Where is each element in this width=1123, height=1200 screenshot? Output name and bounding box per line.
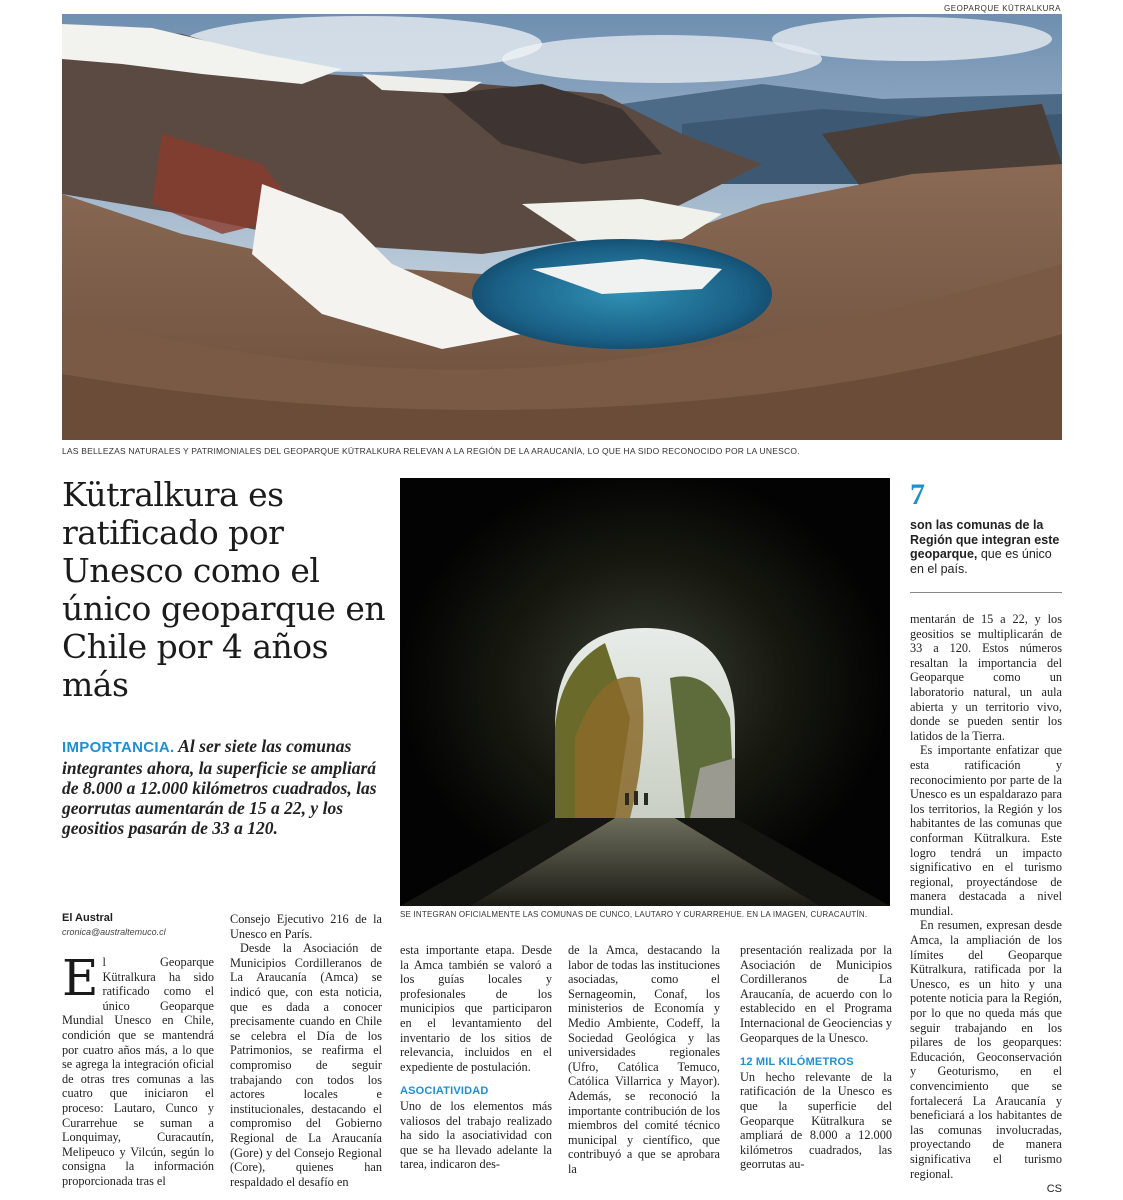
dropcap: E [62, 949, 99, 1007]
crater-lake-illustration [62, 14, 1062, 440]
stat-description [910, 518, 1062, 576]
stat-divider [910, 592, 1062, 593]
body-column-right [910, 612, 1062, 1197]
subheading-asociatividad: ASOCIATIVIDAD [400, 1085, 489, 1098]
body-paragraph: Uno de los elementos más valiosos del trabajo realizado ha sido la asociatividad con que se ha llevado adelante la tarea, indicaron des- [400, 1098, 552, 1172]
body-text: l Geoparque Kütralkura ha sido ratificado como el único Geoparque Mundial Unesco en Chile, condición que se mantendrá por cuatro años más, a lo que se agrega la integración oficial de otras tres comunas a las cuatro que iniciaron el proceso: Lautaro, Cunco y Curarrehue se suman a Lonquimay, Curacautín, Melipeuco y Vilcún, según lo consigna la información proporcionada tras el [62, 955, 214, 1188]
stat-number: 7 [910, 478, 925, 511]
tunnel-photo [400, 478, 890, 906]
body-paragraph [62, 949, 214, 1189]
photo-credit: GEOPARQUE KÜTRALKURA [944, 4, 1061, 13]
lead-kicker: IMPORTANCIA. [62, 739, 175, 756]
top-photo-caption: LAS BELLEZAS NATURALES Y PATRIMONIALES DEL GEOPARQUE KÜTRALKURA RELEVAN A LA REGIÓN DE LA ARAUCANÍA, LO QUE HA SIDO RECONOCIDO POR LA UNESCO. [62, 446, 800, 456]
lead-text: Al ser siete las comunas integrantes ahora, la superficie se ampliará de 8.000 a 12.000 kilómetros cuadrados, las georrutas aumentarán de 15 a 22, y los geositios pasarán de 33 a 120. [62, 736, 377, 838]
body-paragraph: mentarán de 15 a 22, y los geositios se multiplicarán de 33 a 120. Estos números resaltan la importancia del Geoparque como un laboratorio natural, un aula abierta y un territorio vivo, donde se pueden sentir los latidos de la Tierra. [910, 612, 1062, 743]
article-lead [62, 736, 392, 838]
tunnel-illustration [400, 478, 890, 906]
crater-lake-photo [62, 14, 1062, 440]
body-paragraph: presentación realizada por la Asociación de Municipios Cordilleranos de La Araucanía, de acuerdo con lo establecido en el Programa Internacional de Geociencias y Geoparques de la Unesco. [740, 943, 892, 1045]
byline-author: El Austral [62, 912, 113, 924]
stat-bold-text: son las comunas de la Región que integran este geoparque, [910, 518, 1060, 561]
subheading-12-mil-kilometros: 12 MIL KILÓMETROS [740, 1056, 854, 1069]
body-paragraph: de la Amca, destacando la labor de todas las instituciones asociadas, como el Sernageomin, Conaf, los ministerios de Economía y Medio Ambiente, Codeff, la Sociedad Geológica y las universidades regionales (Ufro, Católica Temuco, Católica Villarrica y Mayor). Además, se reconoció la importante contribución de los miembros del comité técnico municipal y científico, que contribuyó a que se aprobara la [568, 943, 720, 1176]
end-mark: CS [1046, 1183, 1062, 1196]
stat-text: que es único en el país. [910, 547, 1052, 576]
body-paragraph: En resumen, expresan desde Amca, la ampliación de los límites del Geoparque Kütralkura, ratificada por la Unesco, es un hito y una potente noticia para la Región, por lo que no queda más que seguir trabajando en los pilares de los geoparques: Educación, Geoconservación y Geoturismo, en el convencimiento que se fortalecerá La Araucanía y beneficiará a los habitantes de las comunas involucradas, proyectando de manera significativa el turismo regional. [910, 918, 1062, 1181]
body-column-4 [568, 943, 720, 1177]
body-paragraph: Desde la Asociación de Municipios Cordilleranos de La Araucanía (Amca) se indicó que, con esta noticia, que es dada a conocer precisamente cuando en Chile se celebra el Día de los Patrimonios, se reafirma el compromiso de seguir trabajando con todos los actores locales e institucionales, destacando el compromiso del Gobierno Regional de La Araucanía (Gore) y del Consejo Regional (Core), quienes han respaldado el desafío en [230, 941, 382, 1189]
article-headline: Kütralkura es ratificado por Unesco como el único geoparque en Chile por 4 años más [62, 475, 386, 704]
tunnel-photo-caption: SE INTEGRAN OFICIALMENTE LAS COMUNAS DE CUNCO, LAUTARO Y CURARREHUE. EN LA IMAGEN, CURACAUTÍN. [400, 910, 868, 919]
body-column-1 [62, 949, 214, 1189]
byline-email[interactable]: cronica@australtemuco.cl [62, 927, 166, 937]
body-column-3 [400, 943, 552, 1172]
body-paragraph: Consejo Ejecutivo 216 de la Unesco en París. [230, 912, 382, 941]
body-column-2 [230, 912, 382, 1189]
body-column-5 [740, 943, 892, 1172]
body-paragraph: esta importante etapa. Desde la Amca también se valoró a los guías locales y profesionales de los municipios que participaron en el levantamiento del inventario de los sitios de relevancia, incluidos en el expediente de postulación. [400, 943, 552, 1074]
body-paragraph: Es importante enfatizar que esta ratificación y reconocimiento por parte de la Unesco es un espaldarazo para los territorios, la Región y los habitantes de las comunas que conforman Kütralkura. Este logro tendrá un impacto significativo en el turismo regional, proyectándose de manera destacada a nivel mundial. [910, 743, 1062, 918]
body-paragraph: Un hecho relevante de la ratificación de la Unesco es que la superficie del Geoparque Kütralkura se ampliará de 8.000 a 12.000 kilómetros cuadrados, las georrutas au- [740, 1069, 892, 1172]
